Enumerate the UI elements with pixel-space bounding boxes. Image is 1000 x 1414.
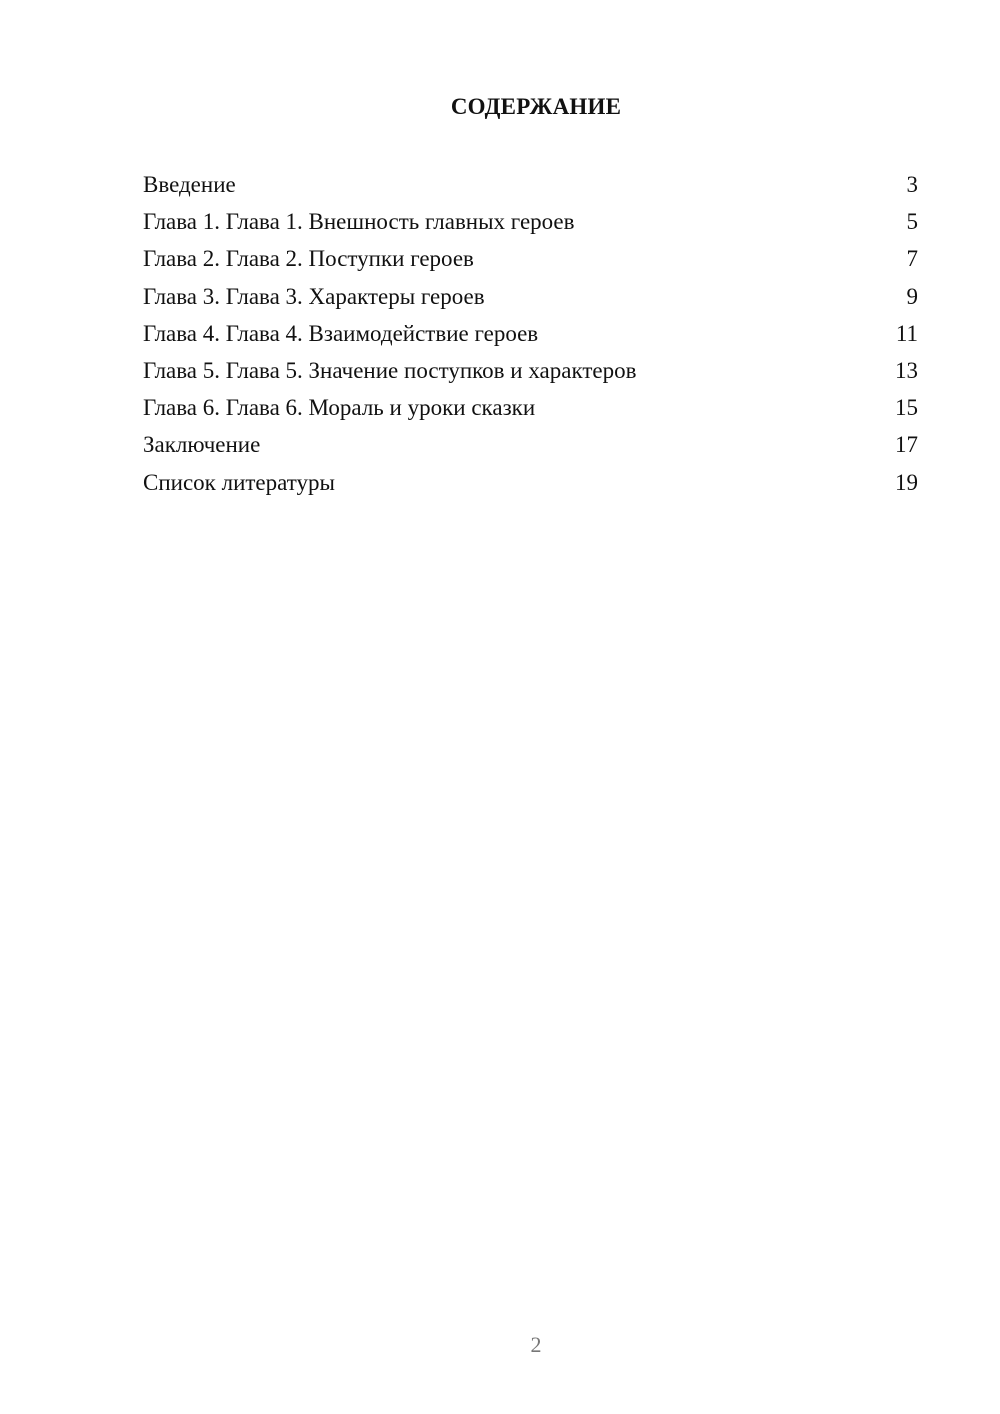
page-title: СОДЕРЖАНИЕ bbox=[450, 94, 622, 119]
toc-entry-label: Глава 4. Глава 4. Взаимодействие героев bbox=[143, 320, 539, 346]
toc-entry-page: 3 bbox=[906, 172, 918, 197]
toc-entry-page: 19 bbox=[895, 469, 918, 495]
toc-entry-chapter-5 bbox=[143, 354, 918, 391]
toc-entry-page: 13 bbox=[895, 357, 918, 383]
toc-entry-label: Заключение bbox=[143, 432, 261, 458]
toc-entry-page: 7 bbox=[906, 246, 918, 272]
toc-entry-label: Введение bbox=[143, 172, 236, 197]
toc-entry-label: Глава 3. Глава 3. Характеры героев bbox=[143, 283, 485, 309]
toc-entry-page: 5 bbox=[906, 209, 918, 235]
page-number: 2 bbox=[530, 1332, 542, 1357]
toc-entry-references bbox=[143, 466, 918, 503]
toc-entry-label: Глава 2. Глава 2. Поступки героев bbox=[143, 246, 474, 272]
toc-entry-chapter-1 bbox=[143, 205, 918, 242]
toc-entry-page: 11 bbox=[895, 320, 918, 346]
toc-entry-introduction bbox=[143, 168, 918, 205]
toc-entry-label: Список литературы bbox=[143, 469, 335, 495]
toc-entry-page: 15 bbox=[895, 395, 918, 421]
toc-entry-chapter-4 bbox=[143, 317, 918, 354]
toc-entry-page: 9 bbox=[906, 283, 918, 309]
toc-entry-chapter-3 bbox=[143, 280, 918, 317]
toc-entry-label: Глава 1. Глава 1. Внешность главных героев bbox=[143, 209, 575, 235]
toc-entry-label: Глава 5. Глава 5. Значение поступков и характеров bbox=[143, 357, 637, 383]
toc-entry-conclusion bbox=[143, 428, 918, 465]
toc-entry-label: Глава 6. Глава 6. Мораль и уроки сказки bbox=[143, 395, 536, 421]
toc-entry-chapter-6 bbox=[143, 391, 918, 428]
toc-entry-chapter-2 bbox=[143, 242, 918, 279]
table-of-contents bbox=[143, 168, 918, 503]
toc-entry-page: 17 bbox=[895, 432, 918, 458]
